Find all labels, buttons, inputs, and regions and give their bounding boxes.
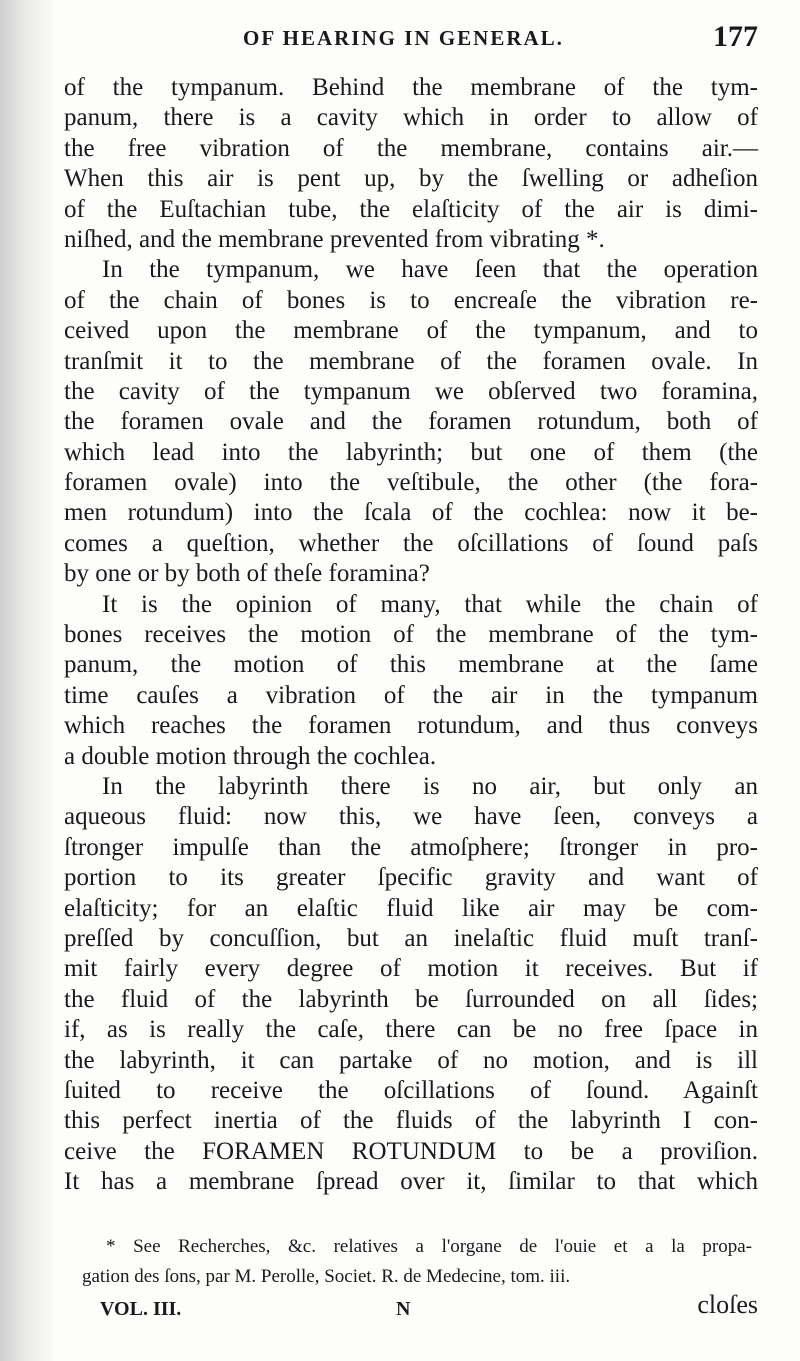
text-line: It has a membrane ſpread over it, ſimilar to that which	[64, 1168, 758, 1196]
text-line: elaſticity; for an elaſtic fluid like air may be com-	[64, 894, 758, 922]
text-line: mit fairly every degree of motion it receives. But if	[64, 955, 758, 983]
text-line: of the chain of bones is to encreaſe the vibration re-	[64, 286, 758, 314]
text-line: bones receives the motion of the membrane of the tym-	[64, 621, 758, 649]
signature-mark: N	[396, 1298, 411, 1320]
footnote-line: gation des ſons, par M. Perolle, Societ. R. de Medecine, tom. iii.	[82, 1266, 571, 1287]
text-line: aqueous fluid: now this, we have ſeen, conveys a	[64, 803, 758, 831]
text-line: ceived upon the membrane of the tympanum, and to	[64, 317, 758, 345]
paragraph-2	[64, 255, 758, 589]
text-line: of the tympanum. Behind the membrane of the tym-	[64, 74, 758, 101]
text-line: this perfect inertia of the fluids of the labyrinth I con-	[64, 1107, 758, 1135]
text-line: time cauſes a vibration of the air in the tympanum	[64, 681, 758, 709]
text-line: if, as is really the caſe, there can be no free ſpace in	[64, 1016, 758, 1044]
text-line: foramen ovale) into the veſtibule, the other (the fora-	[64, 469, 758, 497]
text-line: of the Euſtachian tube, the elaſticity of the air is dimi-	[64, 195, 758, 223]
body-text	[64, 73, 758, 1197]
text-line: preſſed by concuſſion, but an inelaſtic fluid muſt tranſ-	[64, 924, 758, 952]
text-line: which lead into the labyrinth; but one of them (the	[64, 438, 758, 466]
running-title: OF HEARING IN GENERAL.	[243, 26, 564, 50]
text-line: the fluid of the labyrinth be ſurrounded on all ſides;	[64, 985, 758, 1013]
text-line: In the labyrinth there is no air, but only an	[102, 772, 758, 800]
text-line: the labyrinth, it can partake of no motion, and is ill	[64, 1046, 758, 1074]
paragraph-3	[64, 590, 758, 772]
text-line: the foramen ovale and the foramen rotundum, both of	[64, 408, 758, 436]
text-line: ceive the FORAMEN ROTUNDUM to be a proviſion.	[64, 1137, 758, 1165]
running-head	[60, 20, 760, 60]
text-line: panum, the motion of this membrane at the ſame	[64, 651, 758, 679]
text-line: which reaches the foramen rotundum, and thus conveys	[64, 712, 758, 740]
text-line: It is the opinion of many, that while the chain of	[102, 590, 758, 618]
catchword: cloſes	[697, 1290, 758, 1319]
text-line: ſuited to receive the oſcillations of ſound. Againſt	[64, 1076, 758, 1104]
text-line: panum, there is a cavity which in order to allow of	[64, 104, 758, 132]
text-line: the free vibration of the membrane, contains air.—	[64, 134, 758, 162]
text-line: comes a queſtion, whether the oſcillations of ſound paſs	[64, 529, 758, 557]
text-line: portion to its greater ſpecific gravity and want of	[64, 864, 758, 892]
footnote-line: * See Recherches, &c. relatives a l'organe de l'ouie et a la propa-	[106, 1236, 752, 1257]
paragraph-1	[64, 73, 758, 255]
footnote	[82, 1232, 752, 1292]
text-line: When this air is pent up, by the ſwelling or adheſion	[64, 165, 758, 193]
page-number: 177	[713, 20, 758, 53]
page-gutter-shadow	[0, 0, 55, 1361]
text-line: ſtronger impulſe than the atmoſphere; ſtronger in pro-	[64, 833, 758, 861]
text-line: by one or by both of theſe foramina?	[64, 560, 430, 588]
text-line: niſhed, and the membrane prevented from vibrating *.	[64, 225, 605, 253]
page-foot	[60, 1290, 760, 1330]
text-line: In the tympanum, we have ſeen that the operation	[102, 256, 758, 284]
text-line: men rotundum) into the ſcala of the cochlea: now it be-	[64, 499, 758, 527]
text-line: tranſmit it to the membrane of the foramen ovale. In	[64, 347, 758, 375]
volume-mark: VOL. III.	[100, 1298, 182, 1320]
text-line: a double motion through the cochlea.	[64, 742, 437, 770]
paragraph-4	[64, 772, 758, 1197]
text-line: the cavity of the tympanum we obſerved two foramina,	[64, 377, 758, 405]
